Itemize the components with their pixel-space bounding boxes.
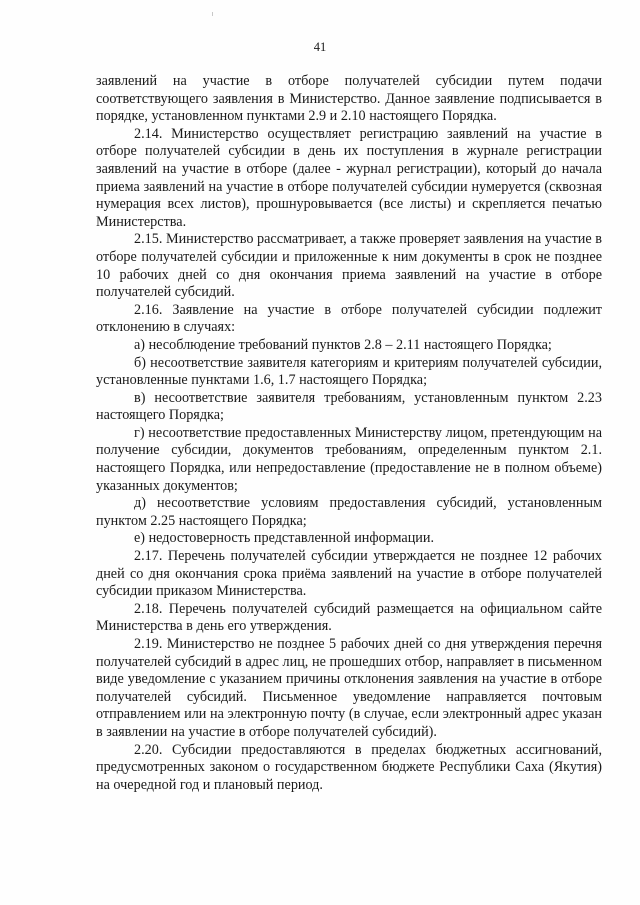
paragraph-continuation: заявлений на участие в отборе получателей субсидии путем подачи соответствующего заявления в Министерство. Данное заявление подписывается в порядке, установленном пунктами 2.9 и 2.10 настоящего Порядка. <box>96 73 602 125</box>
clause-2-17: 2.17. Перечень получателей субсидии утверждается не позднее 12 рабочих дней со дня окончания срока приёма заявлений на участие в отборе получателей субсидии приказом Министерства. <box>96 548 602 600</box>
clause-2-16-item-g: г) несоответствие предоставленных Министерству лицом, претендующим на получение субсидии, документов требованиям, определенным пунктом 2.1. настоящего Порядка, или непредоставление (предоставление не в полном объеме) указанных документов; <box>96 424 602 494</box>
scan-artifact <box>212 12 213 16</box>
clause-2-18: 2.18. Перечень получателей субсидий размещается на официальном сайте Министерства в день его утверждения. <box>96 600 602 635</box>
page-number: 41 <box>313 40 327 54</box>
clause-2-16-item-d: д) несоответствие условиям предоставления субсидий, установленным пунктом 2.25 настоящего Порядка; <box>96 495 602 529</box>
clause-2-16-item-b: б) несоответствие заявителя категориям и критериям получателей субсидии, установленные пунктами 1.6, 1.7 настоящего Порядка; <box>96 354 602 389</box>
clause-2-16-item-a: а) несоблюдение требований пунктов 2.8 – 2.11 настоящего Порядка; <box>134 336 552 353</box>
clause-2-16-item-v: в) несоответствие заявителя требованиям, установленным пунктом 2.23 настоящего Порядка; <box>96 389 602 424</box>
clause-2-19: 2.19. Министерство не позднее 5 рабочих дней со дня утверждения перечня получателей субсидий в адрес лиц, не прошедших отбор, направляет в письменном виде уведомление с указанием причины отклонения заявления на участие в отборе получателей субсидий. Письменное уведомление направляется почтовым отправлением или на электронную почту (в случае, если электронный адрес указан в заявлении на участие в отборе получателей субсидий). <box>96 636 602 740</box>
document-body <box>96 73 602 794</box>
clause-2-14: 2.14. Министерство осуществляет регистрацию заявлений на участие в отборе получателей субсидии в день их поступления в журнале регистрации заявлений на участие в отборе (далее - журнал регистрации), который до начала приема заявлений на участие в отборе получателей субсидии нумеруется (сквозная нумерация всех листов), прошнуровывается (все листы) и скрепляется печатью Министерства. <box>96 125 602 230</box>
clause-2-16: 2.16. Заявление на участие в отборе получателей субсидии подлежит отклонению в случаях: <box>96 301 602 336</box>
clause-2-16-item-e: е) недостоверность представленной информации. <box>134 530 435 547</box>
clause-2-15: 2.15. Министерство рассматривает, а также проверяет заявления на участие в отборе получателей субсидии и приложенные к ним документы в срок не позднее 10 рабочих дней со дня окончания приема заявлений на участие в отборе получателей субсидий. <box>96 231 602 301</box>
clause-2-20: 2.20. Субсидии предоставляются в пределах бюджетных ассигнований, предусмотренных законом о государственном бюджете Республики Саха (Якутия) на очередной год и плановый период. <box>96 741 602 793</box>
